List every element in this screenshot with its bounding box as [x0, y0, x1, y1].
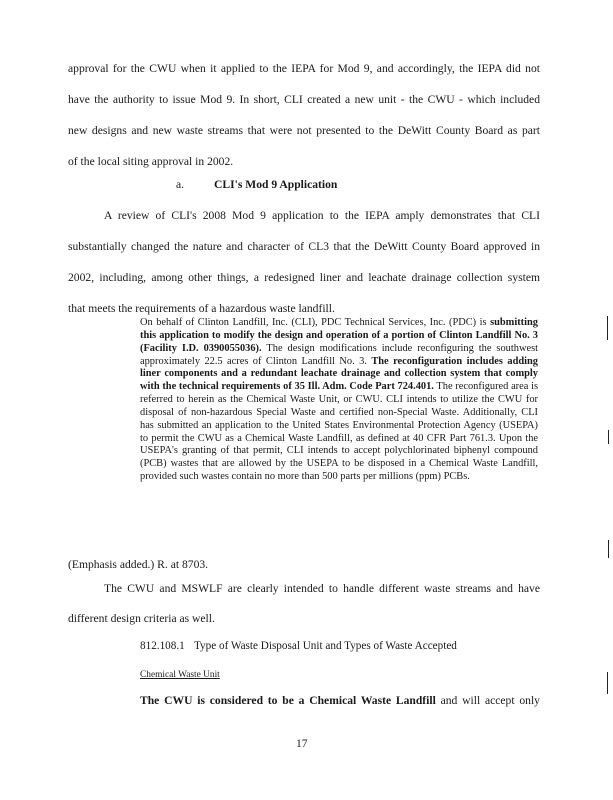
quote-emphasis-1: submitting this application to modify the design and operation of a portion of Clinton Landfill No. 3 (Facility I.D. 0390055036). — [140, 317, 538, 354]
paragraph-3-line-1: The CWU and MSWLF are clearly intended to handle different waste streams and have — [104, 582, 540, 595]
paragraph-2-line-2: substantially changed the nature and character of CL3 that the DeWitt County Board approved in — [68, 240, 540, 253]
scan-margin-mark — [607, 672, 608, 694]
subheading: Chemical Waste Unit — [140, 670, 220, 680]
paragraph-1-line-4: of the local siting approval in 2002. — [68, 155, 234, 168]
paragraph-4-rest: and will accept only — [435, 694, 540, 707]
paragraph-2-line-4: that meets the requirements of a hazardous waste landfill. — [68, 302, 335, 315]
block-quote — [140, 317, 538, 484]
paragraph-1-line-2: have the authority to issue Mod 9. In short, CLI created a new unit - the CWU - which included — [68, 93, 540, 106]
page-number: 17 — [296, 737, 308, 750]
section-reference — [140, 640, 457, 652]
paragraph-4-line-1 — [140, 694, 540, 707]
paragraph-1-line-3: new designs and new waste streams that were not presented to the DeWitt County Board as part — [68, 124, 540, 137]
citation: (Emphasis added.) R. at 8703. — [68, 558, 209, 571]
section-heading — [176, 178, 337, 191]
scan-margin-mark — [607, 316, 608, 340]
paragraph-3-line-2: different design criteria as well. — [68, 612, 215, 625]
quote-emphasis-2: The reconfiguration includes adding liner components and a redundant leachate drainage and collection system that comply with the technical requirements of 35 Ill. Adm. Code Part 724.401. — [140, 355, 538, 393]
quote-text-1: On behalf of Clinton Landfill, Inc. (CLI), PDC Technical Services, Inc. (PDC) is — [140, 317, 491, 328]
scan-margin-mark — [608, 540, 609, 558]
scan-margin-mark — [608, 430, 609, 444]
section-title: Type of Waste Disposal Unit and Types of Waste Accepted — [194, 640, 457, 652]
paragraph-4-bold: The CWU is considered to be a Chemical Waste Landfill — [140, 694, 436, 707]
quote-text-2: The design modifications include reconfiguring the southwest approximately 22.5 acres of Clinton Landfill No. 3. — [140, 342, 538, 367]
quote-text-3: The reconfigured area is referred to herein as the Chemical Waste Unit, or CWU. CLI intends to utilize the CWU for disposal of non-hazardous Special Waste and certified non-Special Waste. Additionally, CLI has submitted an application to the United States Environmental Protection Agency (USEPA) to permit the CWU as a Chemical Waste Landfill, as defined at 40 CFR Part 761.3. Upon the USEPA's granting of that permit, CLI intends to accept polychlorinated biphenyl compound (PCB) wastes that are allowed by the USEPA to be disposed in a Chemical Waste Landfill, provided such wastes contain no more than 500 parts per millions (ppm) PCBs. — [140, 381, 538, 483]
section-number: 812.108.1 — [140, 640, 185, 652]
paragraph-2-line-3: 2002, including, among other things, a redesigned liner and leachate drainage collection system — [68, 271, 540, 284]
section-heading-title: CLI's Mod 9 Application — [214, 178, 338, 191]
paragraph-2-line-1: A review of CLI's 2008 Mod 9 application to the IEPA amply demonstrates that CLI — [104, 209, 540, 222]
paragraph-1-line-1: approval for the CWU when it applied to the IEPA for Mod 9, and accordingly, the IEPA did not — [68, 62, 540, 75]
section-heading-letter: a. — [176, 178, 185, 191]
